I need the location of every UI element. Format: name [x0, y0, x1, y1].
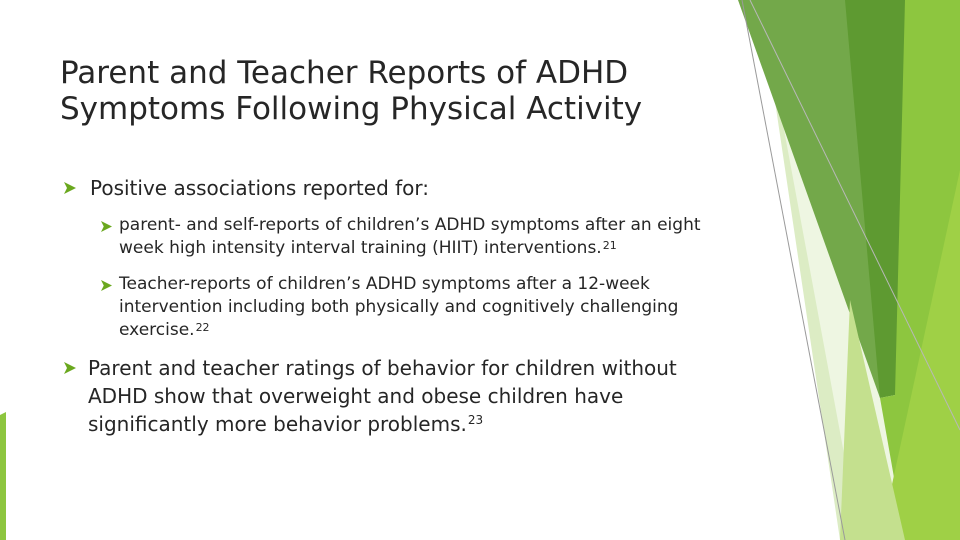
list-item: [101, 273, 711, 342]
list-item: [101, 214, 711, 260]
arrow-bullet-icon: [64, 354, 88, 374]
citation-ref: 23: [467, 413, 484, 427]
page-title: Parent and Teacher Reports of ADHD Symptoms Following Physical Activity: [60, 55, 643, 127]
bullet-text: Parent and teacher ratings of behavior for children without ADHD show that overweight and obese children have significantly more behavior problems.$^{23}$: [88, 356, 677, 436]
deco-left-accent: [0, 412, 6, 540]
citation-ref: 22: [195, 321, 210, 334]
bullet-text: parent- and self-reports of children’s ADHD symptoms after an eight week high intensity interval training (HIIT) interventions.$^{21}$: [119, 215, 701, 258]
bullet-text: Positive associations reported for:: [90, 176, 430, 200]
arrow-bullet-icon: [101, 273, 119, 291]
list-item: [64, 354, 704, 438]
bullet-text: Teacher-reports of children’s ADHD symptoms after a 12-week intervention including both physically and cognitively challenging exercise.$^{22}$: [119, 274, 679, 340]
arrow-bullet-icon: [64, 174, 90, 194]
arrow-bullet-icon: [101, 214, 119, 232]
list-item: [64, 174, 684, 202]
citation-ref: 21: [602, 239, 617, 252]
